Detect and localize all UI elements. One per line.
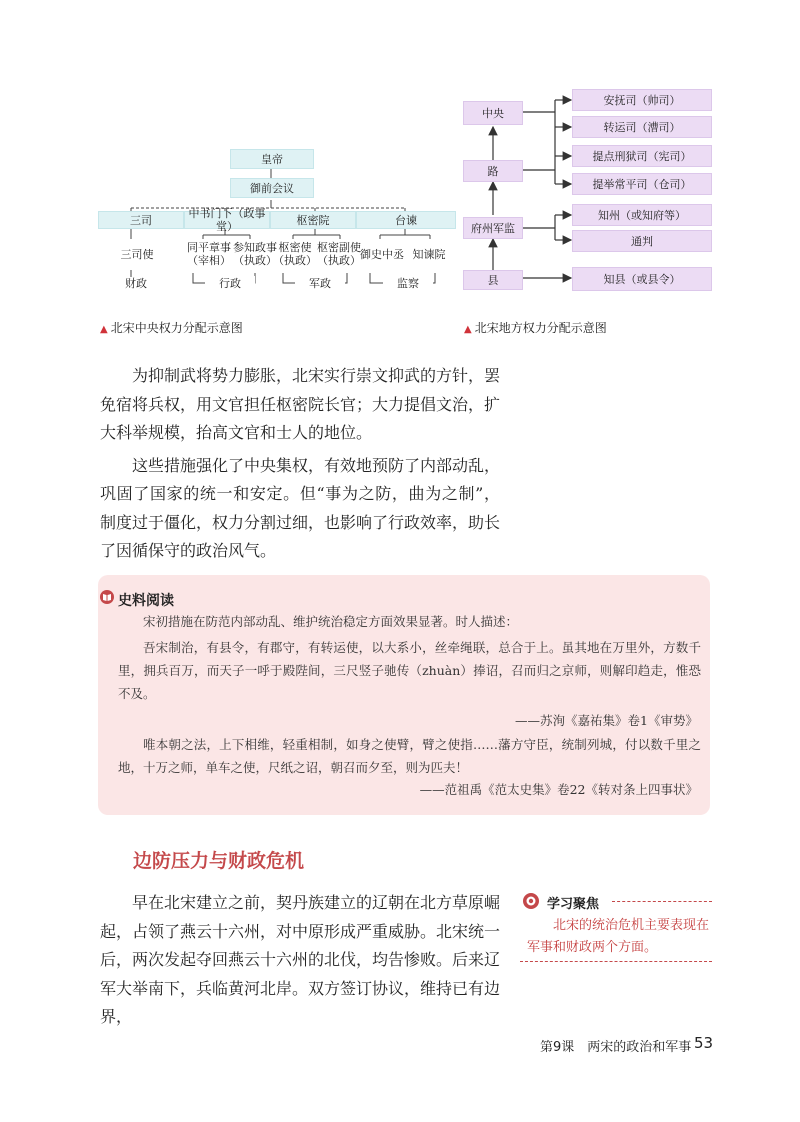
emperor-box: 皇帝 bbox=[230, 149, 314, 169]
body-paragraph-2: 这些措施强化了中央集权，有效地预防了内部动乱，巩固了国家的统一和安定。但“事为之防，曲为之制”，制度过于僵化，权力分割过细，也影响了行政效率，助长了因循保守的政治风气。 bbox=[100, 455, 501, 560]
sub-shumi-shi: 枢密使（执政） bbox=[273, 241, 317, 267]
office-zhizhou: 知州（或知府等） bbox=[572, 204, 712, 226]
level-lu: 路 bbox=[463, 160, 523, 182]
level-xian: 县 bbox=[463, 270, 523, 290]
reading-title: 史料阅读 bbox=[118, 593, 174, 609]
focus-text: 北宋的统治危机主要表现在军事和财政两个方面。 bbox=[527, 918, 710, 955]
group-admin: 行政 bbox=[205, 276, 255, 290]
reading-quote-2: 唯本朝之法，上下相维，轻重相制，如身之使臂，臂之使指……藩方守臣，统制列城，付以数千里之地，十万之师，单车之使，尺纸之诏，朝召而夕至，则为匹夫！ bbox=[118, 737, 701, 775]
sub-shumi-fu: 枢密副使（执政） bbox=[317, 241, 361, 267]
office-anfu: 安抚司（帅司） bbox=[572, 89, 712, 111]
central-diagram-caption: ▲ 北宋中央权力分配示意图 bbox=[100, 321, 243, 335]
body-text bbox=[100, 362, 500, 566]
branch-sansi: 三司 bbox=[98, 211, 184, 229]
focus-icon bbox=[522, 892, 540, 910]
reading-source-1: ——苏洵《嘉祐集》卷1《审势》 bbox=[515, 713, 698, 728]
office-zhixian: 知县（或县令） bbox=[572, 267, 712, 291]
reading-source-2: ——范祖禹《范太史集》卷22《转对条上四事状》 bbox=[419, 782, 698, 797]
sub-yushi: 御史中丞 bbox=[360, 247, 404, 261]
office-tidian: 提点刑狱司（宪司） bbox=[572, 145, 712, 167]
group-supervision: 监察 bbox=[383, 276, 433, 290]
sub-tongping: 同平章事（宰相） bbox=[187, 241, 231, 267]
office-zhuanyun: 转运司（漕司） bbox=[572, 116, 712, 138]
group-military: 军政 bbox=[295, 276, 345, 290]
group-finance: 财政 bbox=[125, 276, 147, 290]
page-number: 53 bbox=[694, 1034, 714, 1052]
branch-zhongshu: 中书门下（政事堂） bbox=[184, 211, 270, 229]
body-paragraph-1: 为抑制武将势力膨胀，北宋实行崇文抑武的方针，罢免宿将兵权，用文官担任枢密院长官；大力提倡文治，扩大科举规模，抬高文官和士人的地位。 bbox=[100, 366, 501, 442]
reading-quote-1: 吾宋制治，有县令，有郡守，有转运使，以大系小，丝牵绳联，总合于上。虽其地在万里外，方数千里，拥兵百万，而天子一呼于殿陛间，三尺竖子驰传（zhuàn）捧诏，召而归之京师，则解印趋走，惟恐不及。 bbox=[118, 640, 701, 701]
level-central: 中央 bbox=[463, 101, 523, 125]
triangle-icon: ▲ bbox=[100, 324, 108, 335]
section-paragraph: 早在北宋建立之前，契丹族建立的辽朝在北方草原崛起，占领了燕云十六州，对中原形成严重威胁。北宋统一后，两次发起夺回燕云十六州的北伐，均告惨败。后来辽军大举南下，兵临黄河北岸。双方签订协议，维持已有边界， bbox=[100, 893, 501, 1026]
level-fuzhou: 府州军监 bbox=[463, 217, 523, 239]
triangle-icon: ▲ bbox=[464, 324, 472, 335]
local-diagram-caption: ▲ 北宋地方权力分配示意图 bbox=[464, 321, 607, 335]
council-box: 御前会议 bbox=[230, 178, 314, 198]
office-tongpan: 通判 bbox=[572, 230, 712, 252]
focus-divider bbox=[612, 901, 712, 902]
footer-lesson: 第9课 两宋的政治和军事 bbox=[540, 1040, 692, 1055]
book-icon bbox=[99, 589, 115, 605]
reading-intro: 宋初措施在防范内部动乱、维护统治稳定方面效果显著。时人描述： bbox=[143, 614, 519, 629]
section-title: 边防压力与财政危机 bbox=[133, 850, 305, 872]
office-tiju: 提举常平司（仓司） bbox=[572, 173, 712, 195]
focus-divider-bottom bbox=[520, 961, 712, 962]
sub-zhijian: 知谏院 bbox=[412, 247, 446, 261]
sub-sansi-shi: 三司使 bbox=[120, 247, 154, 261]
focus-title: 学习聚焦 bbox=[547, 897, 600, 912]
sub-canzhi: 参知政事（执政） bbox=[233, 241, 277, 267]
branch-shumiyuan: 枢密院 bbox=[270, 211, 356, 229]
branch-taijian: 台谏 bbox=[356, 211, 456, 229]
